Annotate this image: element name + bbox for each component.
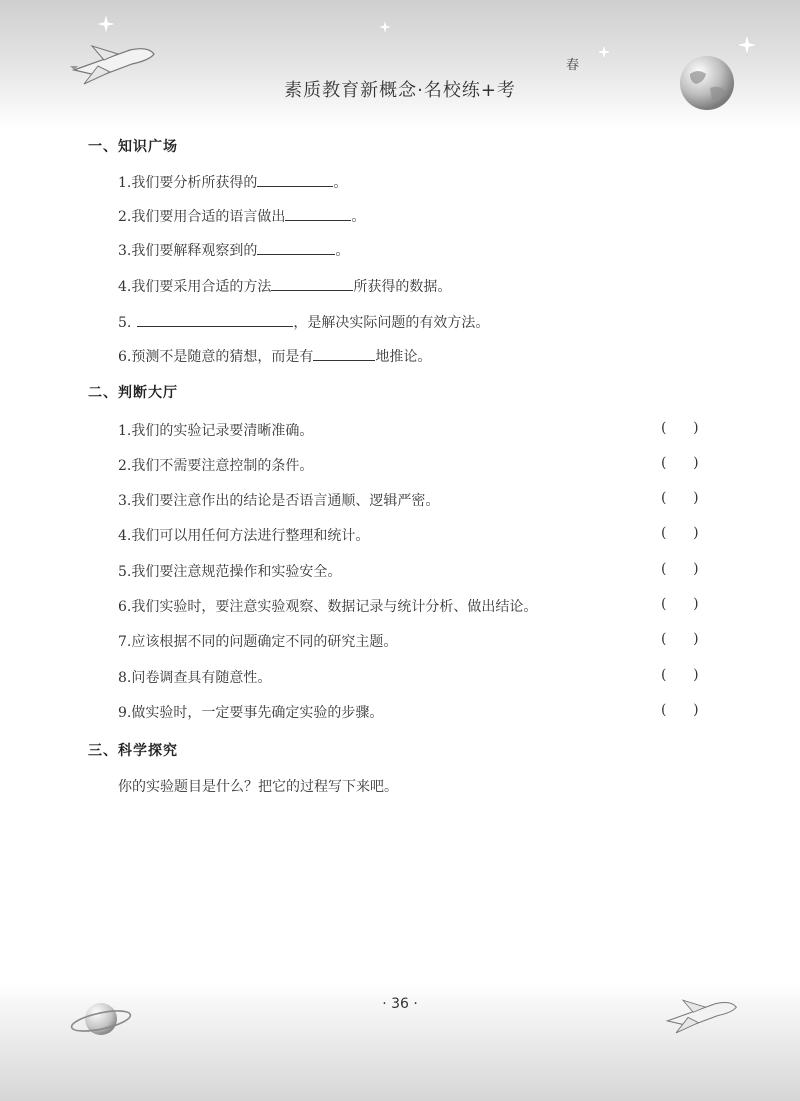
fill-blank-item — [118, 240, 349, 260]
item-text: 我们要分析所获得的 — [131, 175, 258, 191]
fill-blank-item — [118, 346, 431, 366]
item-number: 9. — [118, 705, 132, 721]
item-text: ，是解决实际问题的有效方法。 — [293, 315, 490, 331]
item-text: 我们要用合适的语言做出 — [131, 209, 286, 225]
item-text: 我们要采用合适的方法 — [131, 279, 272, 295]
answer-blank[interactable] — [313, 346, 375, 361]
fill-blank-item — [118, 276, 451, 296]
item-text: 所获得的数据。 — [353, 279, 452, 295]
explore-prompt: 你的实验题目是什么？把它的过程写下来吧。 — [118, 779, 398, 795]
answer-blank[interactable] — [257, 240, 335, 255]
item-text: 我们的实验记录要清晰准确。 — [131, 423, 314, 439]
judge-item — [118, 525, 369, 545]
item-text: 我们可以用任何方法进行整理和统计。 — [131, 528, 370, 544]
answer-parentheses[interactable]: ( ) — [661, 525, 699, 541]
judge-item — [118, 596, 537, 616]
judge-item — [118, 631, 397, 651]
item-number: 4. — [118, 279, 132, 295]
sparkle-icon — [596, 44, 612, 60]
judge-item — [118, 455, 313, 475]
answer-blank[interactable] — [257, 172, 333, 187]
item-text: 我们要解释观察到的 — [131, 243, 258, 259]
sparkle-icon — [378, 20, 392, 34]
season-tag: 春 — [566, 58, 580, 73]
item-number: 4. — [118, 528, 132, 544]
item-number: 3. — [118, 243, 132, 259]
item-text: 我们不需要注意控制的条件。 — [131, 458, 314, 474]
answer-parentheses[interactable]: ( ) — [661, 420, 699, 436]
item-number: 8. — [118, 670, 132, 686]
item-text: 问卷调查具有随意性。 — [131, 670, 272, 686]
answer-parentheses[interactable]: ( ) — [661, 631, 699, 647]
answer-parentheses[interactable]: ( ) — [661, 561, 699, 577]
answer-blank[interactable] — [271, 276, 353, 291]
item-number: 5. — [118, 564, 132, 580]
answer-parentheses[interactable]: ( ) — [661, 490, 699, 506]
item-number: 1. — [118, 423, 132, 439]
fill-blank-item — [118, 172, 347, 192]
item-text: 。 — [333, 175, 348, 191]
sparkle-icon — [736, 34, 758, 56]
item-text: 我们要注意作出的结论是否语言通顺、逻辑严密。 — [131, 493, 440, 509]
item-number: 5. — [118, 315, 132, 331]
answer-parentheses[interactable]: ( ) — [661, 667, 699, 683]
item-number: 3. — [118, 493, 132, 509]
sparkle-icon — [96, 14, 116, 34]
fill-blank-item — [118, 206, 365, 226]
item-number: 2. — [118, 458, 132, 474]
item-text: 我们实验时，要注意实验观察、数据记录与统计分析、做出结论。 — [131, 599, 538, 615]
section-title-knowledge: 一、知识广场 — [88, 139, 178, 155]
item-number: 2. — [118, 209, 132, 225]
section-title-explore: 三、科学探究 — [88, 743, 178, 759]
answer-parentheses[interactable]: ( ) — [661, 702, 699, 718]
judge-item — [118, 420, 313, 440]
section-title-judge: 二、判断大厅 — [88, 385, 178, 401]
judge-item — [118, 667, 271, 687]
item-text: 我们要注意规范操作和实验安全。 — [131, 564, 342, 580]
item-text: 预测不是随意的猜想，而是有 — [131, 349, 314, 365]
item-number: 1. — [118, 175, 132, 191]
answer-parentheses[interactable]: ( ) — [661, 596, 699, 612]
item-text: 地推论。 — [375, 349, 432, 365]
item-number: 7. — [118, 634, 132, 650]
judge-item — [118, 561, 341, 581]
answer-blank[interactable] — [137, 312, 293, 327]
item-number: 6. — [118, 599, 132, 615]
item-text: 。 — [351, 209, 366, 225]
item-text: 应该根据不同的问题确定不同的研究主题。 — [131, 634, 398, 650]
answer-blank[interactable] — [285, 206, 351, 221]
item-text: 。 — [335, 243, 350, 259]
fill-blank-item — [118, 312, 489, 332]
answer-parentheses[interactable]: ( ) — [661, 455, 699, 471]
item-number: 6. — [118, 349, 132, 365]
judge-item — [118, 702, 383, 722]
page-number: · 36 · — [382, 996, 418, 1012]
item-text: 做实验时，一定要事先确定实验的步骤。 — [131, 705, 384, 721]
judge-item — [118, 490, 439, 510]
header-title: 素质教育新概念·名校练+考 — [284, 80, 516, 101]
